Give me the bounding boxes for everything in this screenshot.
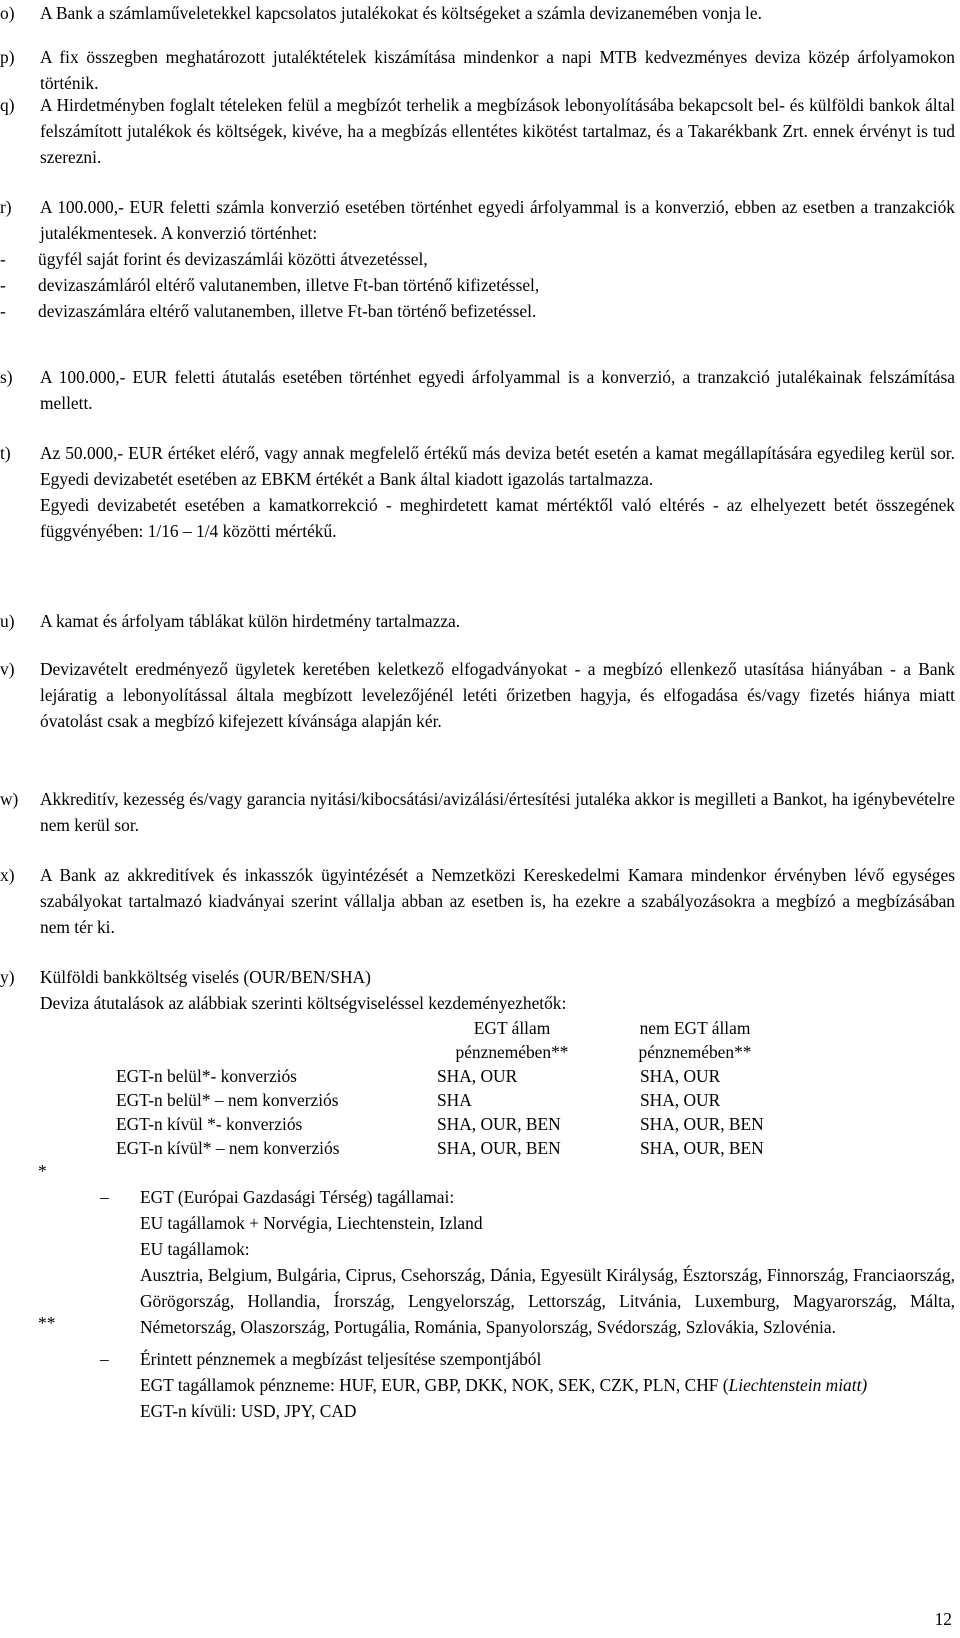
cell-non-egt: SHA, OUR, BEN — [640, 1114, 764, 1134]
cell-egt: SHA, OUR — [437, 1066, 518, 1086]
page-number: 12 — [934, 1609, 952, 1629]
italic-note: Liechtenstein miatt) — [728, 1375, 868, 1395]
table-header-egt: EGT állam pénznemében** — [455, 1018, 569, 1062]
cell-non-egt: SHA, OUR — [640, 1066, 721, 1086]
list-item-text: ügyfél saját forint és devizaszámlái közötti átvezetéssel, — [38, 249, 428, 269]
item-label: t) — [0, 443, 11, 463]
item-text: A 100.000,- EUR feletti átutalás esetében történhet egyedi árfolyammal is a konverzió, a tranzakció jutalékainak felszámítása mellett. — [40, 367, 955, 413]
footnote-line: EGT tagállamok pénzneme: HUF, EUR, GBP, DKK, NOK, SEK, CZK, PLN, CHF (Liechtenstein miatt) — [140, 1375, 868, 1395]
row-label: EGT-n kívül* – nem konverziós — [116, 1138, 340, 1158]
footnote-1 — [100, 1184, 955, 1340]
item-text-2: Egyedi devizabetét esetében a kamatkorrekció - meghirdetett kamat mértéktől való eltérés - az elhelyezett betét összegének függvényében: 1/16 – 1/4 közötti mértékű. — [40, 495, 955, 541]
item-o — [0, 0, 955, 26]
cell-egt: SHA — [437, 1090, 472, 1110]
item-text: A Bank az akkreditívek és inkasszók ügyintézését a Nemzetközi Kereskedelmi Kamara mindenkor érvényben lévő egységes szabályokat tartalmazó kiadványai szerint vállalja abban az esetben is, ha ezekre a szabályozásokra a megbízó a megbízásában nem tér ki. — [40, 865, 955, 937]
cell-egt: SHA, OUR, BEN — [437, 1114, 561, 1134]
item-text: A Bank a számlaműveletekkel kapcsolatos jutalékokat és költségeket a számla devizanemében vonja le. — [40, 3, 762, 23]
dash-marker: – — [100, 1187, 109, 1207]
row-label: EGT-n kívül *- konverziós — [116, 1114, 303, 1134]
dash-marker: - — [0, 301, 6, 321]
item-text: Akkreditív, kezesség és/vagy garancia nyitási/kibocsátási/avizálási/értesítési jutaléka akkor is megilleti a Bankot, ha igénybevételre nem kerül sor. — [40, 789, 955, 835]
list-item-text: devizaszámlára eltérő valutanemben, illetve Ft-ban történő befizetéssel. — [38, 301, 537, 321]
item-label: p) — [0, 47, 15, 67]
row-label: EGT-n belül*- konverziós — [116, 1066, 297, 1086]
table-row — [40, 1064, 800, 1088]
item-label: w) — [0, 789, 19, 809]
footnote-line: Érintett pénznemek a megbízást teljesítése szempontjából — [140, 1349, 542, 1369]
item-r — [0, 194, 955, 324]
footnote-line: EU tagállamok: — [140, 1239, 250, 1259]
dash-marker: - — [0, 275, 6, 295]
list-item-text: devizaszámláról eltérő valutanemben, illetve Ft-ban történő kifizetéssel, — [38, 275, 540, 295]
item-x — [0, 862, 955, 940]
item-t — [0, 440, 955, 544]
footnote-marker-2: ** — [38, 1313, 56, 1333]
item-y — [0, 964, 955, 1016]
item-label: r) — [0, 197, 12, 217]
footnote-line: EU tagállamok + Norvégia, Liechtenstein, Izland — [140, 1213, 483, 1233]
list-item — [0, 298, 955, 324]
footnote-marker-1: * — [38, 1161, 47, 1181]
cell-non-egt: SHA, OUR — [640, 1090, 721, 1110]
item-text: Devizavételt eredményező ügyletek keretében keletkező elfogadványokat - a megbízó ellenkező utasítása hiányában - a Bank lejáratig a lebonyolítással általa megbízott levelezőjénél letéti őrizetben hagyja, és elfogadása és/vagy fizetés hiánya miatt óvatolást csak a megbízó kifejezett kívánsága alapján kér. — [40, 659, 955, 731]
item-p — [0, 44, 955, 96]
item-w — [0, 786, 955, 838]
list-item — [0, 272, 955, 298]
item-text: A kamat és árfolyam táblákat külön hirdetmény tartalmazza. — [40, 611, 461, 631]
country-list: Ausztria, Belgium, Bulgária, Ciprus, Csehország, Dánia, Egyesült Királyság, Észtország, Finnország, Franciaország, Görögország, Hollandia, Írország, Lengyelország, Lettország, Litvánia, Luxemburg, Magyarország, Málta, Németország, Olaszország, Portugália, Románia, Spanyolország, Svédország, Szlovákia, Szlovénia. — [140, 1265, 955, 1337]
item-label: y) — [0, 967, 15, 987]
item-label: o) — [0, 3, 15, 23]
item-label: q) — [0, 95, 15, 115]
table-row — [40, 1088, 800, 1112]
cell-non-egt: SHA, OUR, BEN — [640, 1138, 764, 1158]
table-header-non-egt: nem EGT állam pénznemében** — [638, 1018, 752, 1062]
item-q — [0, 92, 955, 170]
list-item — [0, 246, 955, 272]
footnote-line: EGT-n kívüli: USD, JPY, CAD — [140, 1401, 357, 1421]
item-label: u) — [0, 611, 15, 631]
item-title: Külföldi bankköltség viselés (OUR/BEN/SHA) — [40, 967, 371, 987]
row-label: EGT-n belül* – nem konverziós — [116, 1090, 339, 1110]
table-row — [40, 1112, 800, 1136]
item-label: v) — [0, 659, 15, 679]
item-label: s) — [0, 367, 13, 387]
dash-marker: - — [0, 249, 6, 269]
item-text: A 100.000,- EUR feletti számla konverzió esetében történhet egyedi árfolyammal is a konverzió, ebben az esetben a tranzakciók jutalékmentesek. A konverzió történhet: — [40, 197, 955, 243]
table-row — [40, 1136, 800, 1160]
item-text: Az 50.000,- EUR értéket elérő, vagy annak megfelelő értékű más deviza betét esetén a kamat megállapítására egyedileg kerül sor. Egyedi devizabetét esetében az EBKM értékét a Bank által kiadott igazolás tartalmazza. — [40, 443, 955, 489]
item-text: A Hirdetményben foglalt tételeken felül a megbízót terhelik a megbízások lebonyolításába bekapcsolt bel- és külföldi bankok által felszámított jutalékok és költségek, kivéve, ha a megbízás ellentétes kikötést tartalmaz, és a Takarékbank Zrt. ennek érvényt is tud szerezni. — [40, 95, 955, 167]
bullet-list — [0, 246, 955, 324]
item-u — [0, 608, 955, 634]
item-label: x) — [0, 865, 15, 885]
footnote-2 — [100, 1346, 955, 1424]
dash-marker: – — [100, 1349, 109, 1369]
cell-egt: SHA, OUR, BEN — [437, 1138, 561, 1158]
item-v — [0, 656, 955, 734]
item-text: A fix összegben meghatározott jutaléktételek kiszámítása mindenkor a napi MTB kedvezményes deviza közép árfolyamokon történik. — [40, 47, 955, 93]
item-subtitle: Deviza átutalások az alábbiak szerinti költségviseléssel kezdeményezhetők: — [40, 993, 567, 1013]
item-s — [0, 364, 955, 416]
footnote-line: EGT (Európai Gazdasági Térség) tagállamai: — [140, 1187, 455, 1207]
